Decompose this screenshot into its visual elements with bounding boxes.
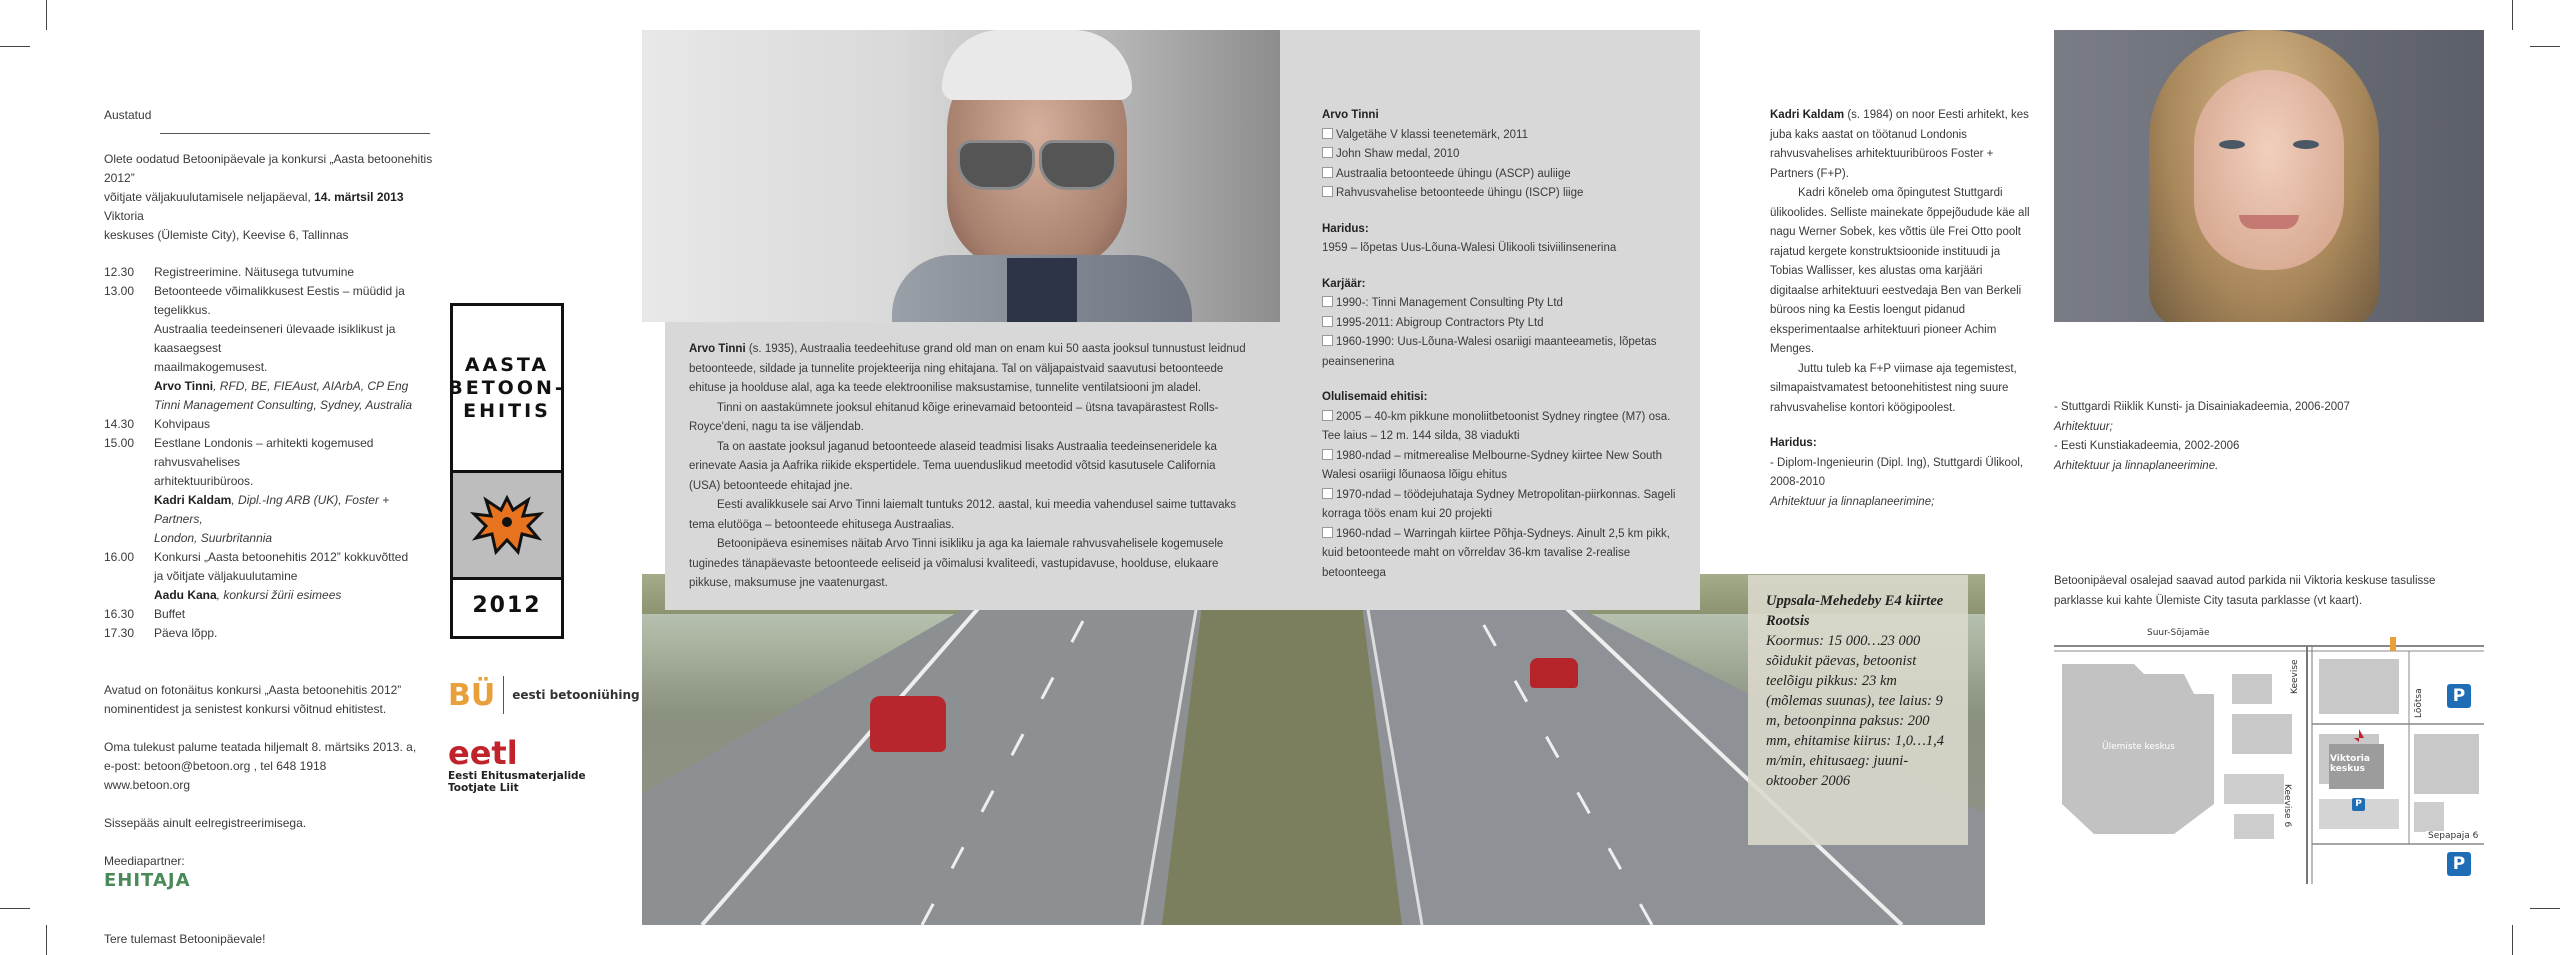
schedule-row: 14.30 Kohvipaus <box>104 417 211 431</box>
schedule-speaker: Kadri Kaldam, Dipl.-Ing ARB (UK), Foster + Partners, London, Suurbritannia <box>154 493 390 545</box>
schedule-row: 15.00 Eestlane Londonis – arhitekti kogemused rahvusvahelises arhitektuuribüroos. <box>104 436 374 488</box>
schedule-row: 16.30 Buffet <box>104 607 186 621</box>
kadri-bio-lead: Kadri Kaldam (s. 1984) on noor Eesti arhitekt, kes juba kaks aastat on töötanud Londonis rahvusvahelises arhitektuuribüroos Foster + Partners (F+P). <box>1770 109 2029 180</box>
crop-mark <box>0 46 30 47</box>
schedule-row: 17.30 Päeva lõpp. <box>104 626 218 640</box>
media-partner-label: Meediapartner: <box>104 854 185 868</box>
media-partner-logo: EHITAJA <box>104 870 191 891</box>
kadri-bio <box>1770 106 2030 512</box>
award-logo <box>450 303 564 639</box>
kadri-portrait <box>2054 30 2484 322</box>
kadri-edu-heading: Haridus: <box>1770 437 1817 449</box>
eetl-logo <box>448 736 586 794</box>
eagle-icon <box>468 490 546 560</box>
name-line <box>160 125 430 134</box>
map-street-lootsa: Lõõtsa <box>2414 688 2424 718</box>
bu-text: eesti betooniühing <box>512 688 640 702</box>
kadri-bio-p2: Kadri kõneleb oma õpingutest Stuttgardi ülikoolides. Selliste mainekate õppejõudude käe all nagu Werner Sobek, kes võttis üle Frei Otto poolt rajatud kergete konstruktsioonide instituudi ja Tobias Wallisser, kes alustas oma karjääri digitaalse arhitektuuri eestvedaja Ben van Berkeli büroos ning ka Eestis loengut pidanud eksperimentaalse arhitektuuri pioneer Achim Menges. <box>1770 187 2030 355</box>
map-street-keevise6: Keevise 6 <box>2282 784 2292 828</box>
award-item: Rahvusvahelise betoonteede ühingu (ISCP) liige <box>1322 184 1682 204</box>
arvo-bio-p2: Tinni on aastakümnete jooksul ehitanud kõige erinevamaid betoonteid – ütsna tavapärastest Rolls-Royce'deni, nagu ta ise väljendab. <box>689 401 1219 433</box>
arvo-bio <box>689 340 1249 594</box>
portrait-eyes <box>2219 140 2319 150</box>
kadri-edu-left: - Diplom-Ingenieurin (Dipl. Ing), Stuttgardi Ülikool, 2008-2010 Arhitektuur ja linnaplaneerimine; <box>1770 456 2024 508</box>
schedule-row: 16.00 Konkursi „Aasta betoonehitis 2012” kokkuvõtted ja võitjate väljakuulutamine <box>104 550 409 583</box>
schedule-speaker: Arvo Tinni, RFD, BE, FIEAust, AIArbA, CP Eng Tinni Management Consulting, Sydney, Australia <box>154 379 413 412</box>
bu-mark: BÜ <box>448 677 496 713</box>
map-street-keevise: Keevise <box>2290 659 2300 694</box>
map-building-viktoria: Viktoria keskus <box>2330 754 2370 774</box>
award-logo-year: 2012 <box>472 592 542 618</box>
crop-mark <box>46 925 47 955</box>
map-graphic <box>2054 634 2484 884</box>
schedule-speaker: Aadu Kana, konkursi žürii esimees <box>154 588 342 602</box>
intro-text: Olete oodatud Betoonipäevale ja konkursi „Aasta betoonehitis 2012” võitjate väljakuulutamisele neljapäeval, 14. märtsil 2013 Viktoria keskuses (Ülemiste City), Keevise 6, Tallinnas <box>104 152 433 242</box>
crop-mark <box>2530 908 2560 909</box>
arvo-bio-p5: Betoonipäeva esinemises näitab Arvo Tinni isikliku ja aga ka laiemale rahvusvahelisele kogemusele tuginedes tänapäevaste betoonteede eeliseid ja võimalusi kvaliteedi, vastupidavuse, hoolduse, elukaare pikkuse, maksumuse jne vaatenurgast. <box>689 538 1224 589</box>
arvo-bio-p4: Eesti avalikkusele sai Arvo Tinni laiemalt tuntuks 2012. aastal, kui meedia vahendusel saime tuttavaks tema elutööga – betoonteede ehitusega Austraalias. <box>689 499 1237 531</box>
location-map <box>2054 628 2484 884</box>
arvo-edu-heading: Haridus: <box>1322 222 1369 235</box>
arvo-bio-lead: Arvo Tinni (s. 1935), Austraalia teedeehituse grand old man on enam kui 50 aasta jooksul tunnustust leidnud betoonteede, sildade ja tunnelite projekteerija ning ehitajana. Tal on väljapaistvaid saavutusi betoonteede ehituse ja hoolduse alal, aga ka teede elektroonilise maksustamise, tunnelite ventilatsiooni jm aladel. <box>689 343 1246 394</box>
schedule-row: 12.30 Registreerimine. Näitusega tutvumine <box>104 265 355 279</box>
crop-mark <box>0 908 30 909</box>
exhibition-text: Avatud on fotonäitus konkursi „Aasta betoonehitis 2012” nominentidest ja senistest konkursi võitnud ehitistest. <box>104 683 402 716</box>
parking-sign: P <box>2447 852 2471 876</box>
works-item: 1980-ndad – mitmerealise Melbourne-Sydney kiirtee New South Walesi osariigi lõunaosa lõigu ehitus <box>1322 449 1663 481</box>
portrait-mouth <box>2239 215 2299 229</box>
crop-mark <box>2512 0 2513 30</box>
welcome-text: Tere tulemast Betoonipäevale! <box>104 932 266 946</box>
schedule-row: 13.00 Betoonteede võimalikkusest Eestis – müüdid ja tegelikkus. Austraalia teedeinseneri ülevaade isiklikust ja kaasaegsest maailmakogemusest. <box>104 284 405 374</box>
map-building-ulemiste: Ülemiste keskus <box>2102 742 2175 752</box>
betooniuhing-logo <box>448 676 640 714</box>
road-caption-title: Uppsala-Mehedeby E4 kiirtee Rootsis <box>1766 593 1944 629</box>
award-logo-title: AASTA BETOON- EHITIS <box>448 353 566 422</box>
portrait-glasses <box>957 140 1117 186</box>
works-item: 1970-ndad – töödejuhataja Sydney Metropolitan-piirkonnas. Sageli korraga töös enam kui 20 projekti <box>1322 488 1676 520</box>
crop-mark <box>2530 46 2560 47</box>
award-item: Austraalia betoonteede ühingu (ASCP) auliige <box>1322 165 1682 185</box>
red-car-right <box>1530 658 1578 688</box>
award-item: Valgetähe V klassi teenetemärk, 2011 <box>1322 126 1682 146</box>
arvo-cv <box>1322 106 1682 583</box>
portrait-hair <box>942 30 1132 100</box>
works-item: 1960-ndad – Warringah kiirtee Põhja-Sydneys. Ainult 2,5 km pikk, kuid betoonteede maht on võrreldav 36-km tavalise 2-realise betoonteega <box>1322 527 1670 579</box>
award-item: John Shaw medal, 2010 <box>1322 145 1682 165</box>
red-car-left <box>870 696 946 752</box>
crop-mark <box>46 0 47 30</box>
entry-text: Sissepääs ainult eelregistreerimisega. <box>104 816 307 830</box>
road-caption-body: Koormus: 15 000…23 000 sõidukit päevas, betoonist teelõigu pikkus: 23 km (mõlemas suunas), tee laius: 9 m, betoonpinna paksus: 200 mm, ehitamise kiirus: 1,0…1,4 m/min, ehitusaeg: juuni-oktoober 2006 <box>1766 633 1945 789</box>
parking-sign: P <box>2447 684 2471 708</box>
arvo-portrait <box>642 30 1280 322</box>
works-item: 2005 – 40-km pikkune monoliitbetoonist Sydney ringtee (M7) osa. Tee laius – 12 m. 144 silda, 38 viadukti <box>1322 410 1671 442</box>
career-item: 1990-: Tinni Management Consulting Pty Ltd <box>1322 294 1682 314</box>
arvo-bio-p3: Ta on aastate jooksul jaganud betoonteede alaseid teadmisi lisaks Austraalia teedeinseneridele ka erinevate Aasia ja Aafrika riikide ekspertidele. Tema uuenduslikud meetodid võtsid kasutusele California (USA) betoonteede ehitajad jne. <box>689 440 1217 492</box>
kadri-bio-p3: Juttu tuleb ka F+P viimase aja tegemistest, silmapaistvamatest betoonehitistest ning suure rahvusvahelise kontori köögipoolest. <box>1770 362 2017 414</box>
arvo-cv-name: Arvo Tinni <box>1322 109 1379 121</box>
map-street-top: Suur-Sõjamäe <box>2144 628 2213 638</box>
map-street-sepapaja: Sepapaja 6 <box>2428 831 2479 841</box>
road-caption <box>1748 575 1968 845</box>
career-item: 1995-2011: Abigroup Contractors Pty Ltd <box>1322 314 1682 334</box>
logo-divider <box>503 676 504 714</box>
invitation-panel <box>104 106 434 949</box>
parking-sign: P <box>2352 798 2365 811</box>
kadri-edu-right: - Stuttgardi Riiklik Kunsti- ja Disainiakadeemia, 2006-2007 Arhitektuur; - Eesti Kunstiakadeemia, 2002-2006 Arhitektuur ja linnaplaneerimine. <box>2054 401 2350 472</box>
schedule <box>104 263 434 643</box>
invited-label: Austatud <box>104 108 152 122</box>
crop-mark <box>2512 925 2513 955</box>
parking-note: Betoonipäeval osalejad saavad autod parkida nii Viktoria keskuse tasulisse parklasse kui kahte Ülemiste City tasuta parklasse (vt kaart). <box>2054 575 2436 607</box>
portrait-shirt <box>1007 258 1077 322</box>
arvo-edu: 1959 – lõpetas Uus-Lõuna-Walesi Ülikooli tsiviilinsenerina <box>1322 242 1617 254</box>
arvo-works-heading: Olulisemaid ehitisi: <box>1322 391 1428 403</box>
eetl-mark: eetl <box>448 734 518 772</box>
career-item: 1960-1990: Uus-Lõuna-Walesi osariigi maanteeametis, lõpetas peainsenerina <box>1322 336 1657 368</box>
eetl-text: Eesti Ehitusmaterjalide Tootjate Liit <box>448 770 586 794</box>
rsvp-text: Oma tulekust palume teatada hiljemalt 8. märtsiks 2013. a, e-post: betoon@betoon.org , tel 648 1918 www.betoon.org <box>104 740 417 792</box>
arvo-career-heading: Karjäär: <box>1322 277 1366 290</box>
portrait-face <box>2194 70 2344 270</box>
award-logo-emblem <box>453 470 561 580</box>
